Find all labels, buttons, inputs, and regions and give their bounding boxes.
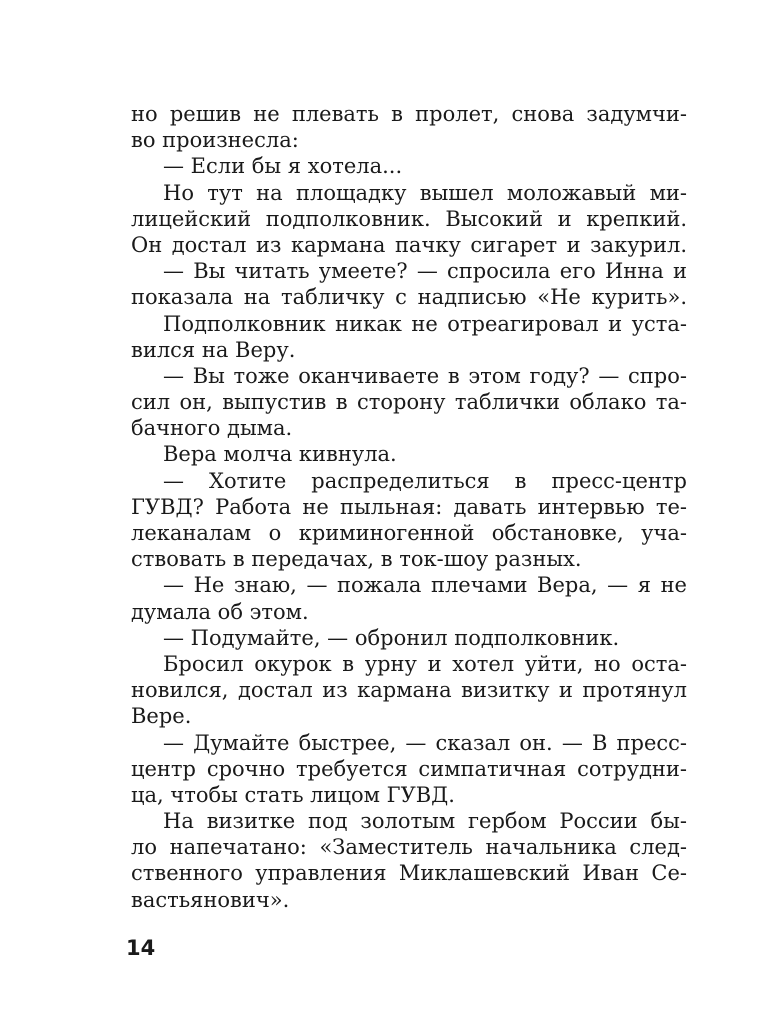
- text-line: ца, чтобы стать лицом ГУВД.: [131, 782, 455, 807]
- text-line: Вера молча кивнула.: [163, 442, 397, 467]
- page-text: [131, 101, 687, 913]
- text-line: леканалам о криминогенной обстановке, уча-: [131, 521, 687, 545]
- text-line: думала об этом.: [131, 599, 309, 624]
- text-line: вился на Веру.: [131, 337, 296, 362]
- text-line: лицейский подполковник. Высокий и крепкий.: [131, 206, 687, 231]
- text-line: Но тут на площадку вышел моложавый ми-: [163, 180, 687, 205]
- text-line: сил он, выпустив в сторону таблички облако та-: [131, 390, 687, 415]
- text-line: — Не знаю, — пожала плечами Вера, — я не: [163, 573, 687, 598]
- text-line: бачного дыма.: [131, 416, 293, 441]
- text-line: — Если бы я хотела...: [163, 154, 403, 179]
- text-line: ГУВД? Работа не пыльная: давать интервью те-: [131, 494, 687, 519]
- text-line: показала на табличку с надписью «Не курить».: [131, 285, 687, 310]
- text-line: ственного управления Миклашевский Иван Се-: [131, 861, 687, 886]
- text-line: но решив не плевать в пролет, снова задумчи-: [131, 102, 687, 126]
- text-line: Вере.: [131, 704, 192, 729]
- page-number: 14: [126, 936, 156, 960]
- text-line: Подполковник никак не отреагировал и уста-: [163, 311, 687, 336]
- text-line: — Вы тоже оканчиваете в этом году? — спро-: [163, 363, 687, 388]
- text-line: — Подумайте, — обронил подполковник.: [163, 625, 620, 650]
- text-line: На визитке под золотым гербом России бы-: [163, 809, 687, 834]
- text-line: во произнесла:: [131, 128, 299, 153]
- text-line: вастьянович».: [131, 887, 290, 912]
- text-line: ствовать в передачах, в ток-шоу разных.: [131, 547, 582, 572]
- text-line: ло напечатано: «Заместитель начальника след-: [131, 835, 687, 860]
- text-line: — Хотите распределиться в пресс-центр: [163, 468, 687, 493]
- text-line: центр срочно требуется симпатичная сотрудни-: [131, 756, 687, 781]
- text-line: — Вы читать умеете? — спросила его Инна и: [163, 259, 687, 284]
- text-line: новился, достал из кармана визитку и протянул: [131, 678, 687, 703]
- text-line: Бросил окурок в урну и хотел уйти, но оста-: [163, 651, 687, 676]
- text-line: Он достал из кармана пачку сигарет и закурил.: [131, 232, 687, 257]
- text-line: — Думайте быстрее, — сказал он. — В пресс-: [163, 730, 687, 755]
